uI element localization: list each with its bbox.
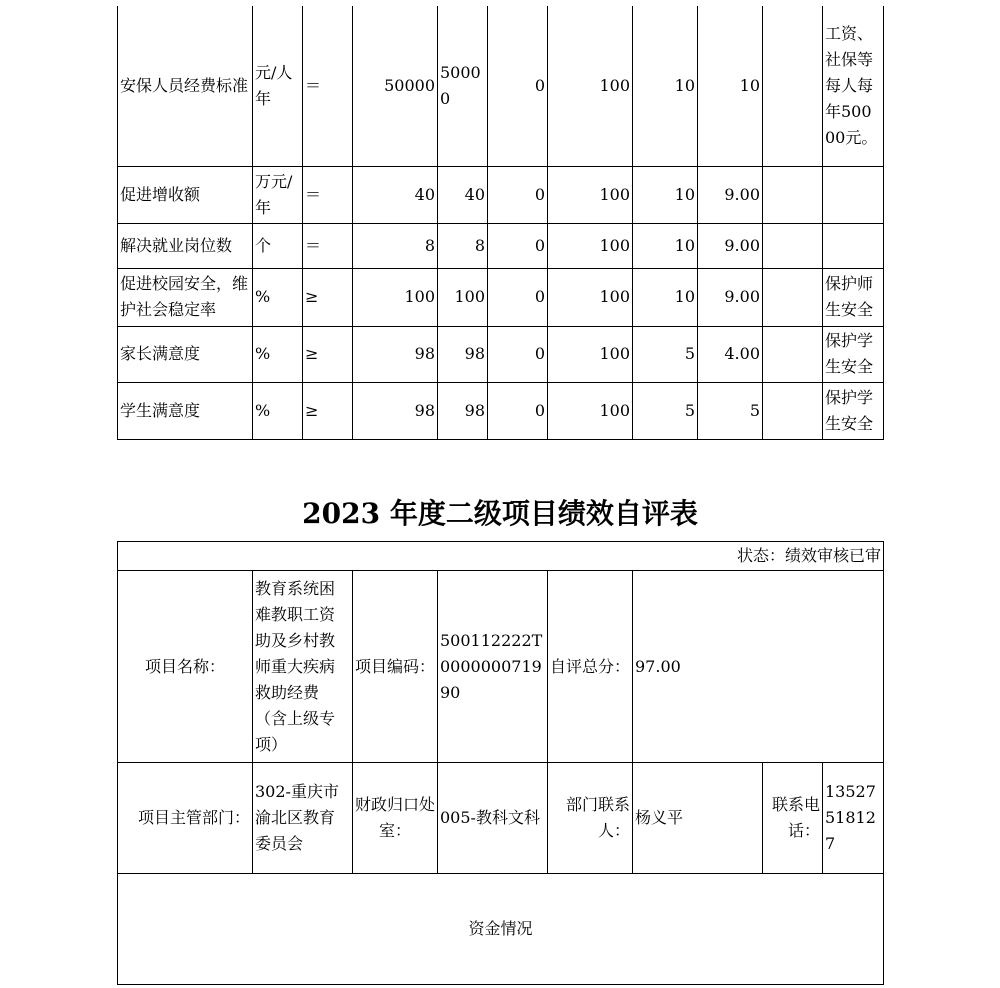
table-row: [118, 268, 884, 326]
score-value: 9.00: [698, 268, 763, 326]
actual-value: 8: [438, 223, 488, 268]
target-value: 100: [353, 268, 438, 326]
indicator-table: [117, 6, 884, 440]
score-value: 9.00: [698, 166, 763, 223]
weight-value: 5: [633, 326, 698, 382]
dept-value: 302-重庆市渝北区教育委员会: [253, 763, 353, 874]
weight-value: 10: [633, 268, 698, 326]
score-value: 10: [698, 6, 763, 166]
deviation-reason: [763, 223, 823, 268]
table-row: [118, 326, 884, 382]
table-row: [118, 382, 884, 439]
actual-value: 98: [438, 326, 488, 382]
indicator-name: 促进校园安全，维护社会稳定率: [118, 268, 253, 326]
completion-rate: 100: [548, 223, 633, 268]
table-row: [118, 223, 884, 268]
score-value: 5: [698, 382, 763, 439]
score-value: 4.00: [698, 326, 763, 382]
indicator-name: 安保人员经费标准: [118, 6, 253, 166]
note-cell: [823, 166, 884, 223]
self-score-label: 自评总分：: [548, 571, 633, 763]
actual-value: 98: [438, 382, 488, 439]
phone-value: 13527518127: [823, 763, 884, 874]
finance-label: 财政归口处室：: [353, 763, 438, 874]
weight-value: 5: [633, 382, 698, 439]
dept-label: 项目主管部门：: [118, 763, 253, 874]
indicator-operator: ≥: [303, 326, 353, 382]
indicator-name: 解决就业岗位数: [118, 223, 253, 268]
note-cell: 工资、社保等每人每年50000元。: [823, 6, 884, 166]
indicator-unit: 元/人年: [253, 6, 303, 166]
status-row: [118, 542, 884, 571]
phone-label: 联系电话：: [763, 763, 823, 874]
indicator-operator: ＝: [303, 166, 353, 223]
table-row: [118, 166, 884, 223]
indicator-unit: %: [253, 382, 303, 439]
deviation-reason: [763, 6, 823, 166]
deviation-reason: [763, 326, 823, 382]
status-text: 状态：绩效审核已审: [118, 542, 884, 571]
completion-rate: 100: [548, 268, 633, 326]
indicator-unit: %: [253, 326, 303, 382]
actual-value: 100: [438, 268, 488, 326]
deviation-value: 0: [488, 382, 548, 439]
project-code-value: 500112222T000000071990: [438, 571, 548, 763]
department-row: [118, 763, 884, 874]
indicator-name: 家长满意度: [118, 326, 253, 382]
deviation-value: 0: [488, 268, 548, 326]
project-name-row: [118, 571, 884, 763]
completion-rate: 100: [548, 382, 633, 439]
note-cell: [823, 223, 884, 268]
project-name-value: 教育系统困难教职工资助及乡村教师重大疾病救助经费（含上级专项）: [253, 571, 353, 763]
weight-value: 10: [633, 223, 698, 268]
deviation-reason: [763, 382, 823, 439]
deviation-reason: [763, 166, 823, 223]
completion-rate: 100: [548, 6, 633, 166]
indicator-unit: %: [253, 268, 303, 326]
deviation-value: 0: [488, 223, 548, 268]
score-value: 9.00: [698, 223, 763, 268]
indicator-operator: ＝: [303, 6, 353, 166]
project-name-label: 项目名称：: [118, 571, 253, 763]
completion-rate: 100: [548, 166, 633, 223]
finance-value: 005-教科文科: [438, 763, 548, 874]
self-score-value: 97.00: [633, 571, 884, 763]
actual-value: 40: [438, 166, 488, 223]
weight-value: 10: [633, 166, 698, 223]
target-value: 40: [353, 166, 438, 223]
page-title: 2023 年度二级项目绩效自评表: [302, 497, 698, 530]
indicator-operator: ≥: [303, 382, 353, 439]
weight-value: 10: [633, 6, 698, 166]
target-value: 8: [353, 223, 438, 268]
actual-value: 50000: [438, 6, 488, 166]
table-row: [118, 6, 884, 166]
target-value: 98: [353, 326, 438, 382]
note-cell: 保护学生安全: [823, 382, 884, 439]
target-value: 50000: [353, 6, 438, 166]
indicator-unit: 万元/年: [253, 166, 303, 223]
indicator-name: 学生满意度: [118, 382, 253, 439]
indicator-name: 促进增收额: [118, 166, 253, 223]
completion-rate: 100: [548, 326, 633, 382]
deviation-value: 0: [488, 166, 548, 223]
funds-section-label: 资金情况: [118, 874, 884, 985]
indicator-operator: ＝: [303, 223, 353, 268]
project-info-table: [117, 541, 884, 985]
target-value: 98: [353, 382, 438, 439]
funds-row: [118, 874, 884, 985]
note-cell: 保护学生安全: [823, 326, 884, 382]
note-cell: 保护师生安全: [823, 268, 884, 326]
contact-label: 部门联系人：: [548, 763, 633, 874]
indicator-operator: ≥: [303, 268, 353, 326]
deviation-reason: [763, 268, 823, 326]
contact-value: 杨义平: [633, 763, 763, 874]
project-code-label: 项目编码：: [353, 571, 438, 763]
deviation-value: 0: [488, 326, 548, 382]
indicator-unit: 个: [253, 223, 303, 268]
deviation-value: 0: [488, 6, 548, 166]
